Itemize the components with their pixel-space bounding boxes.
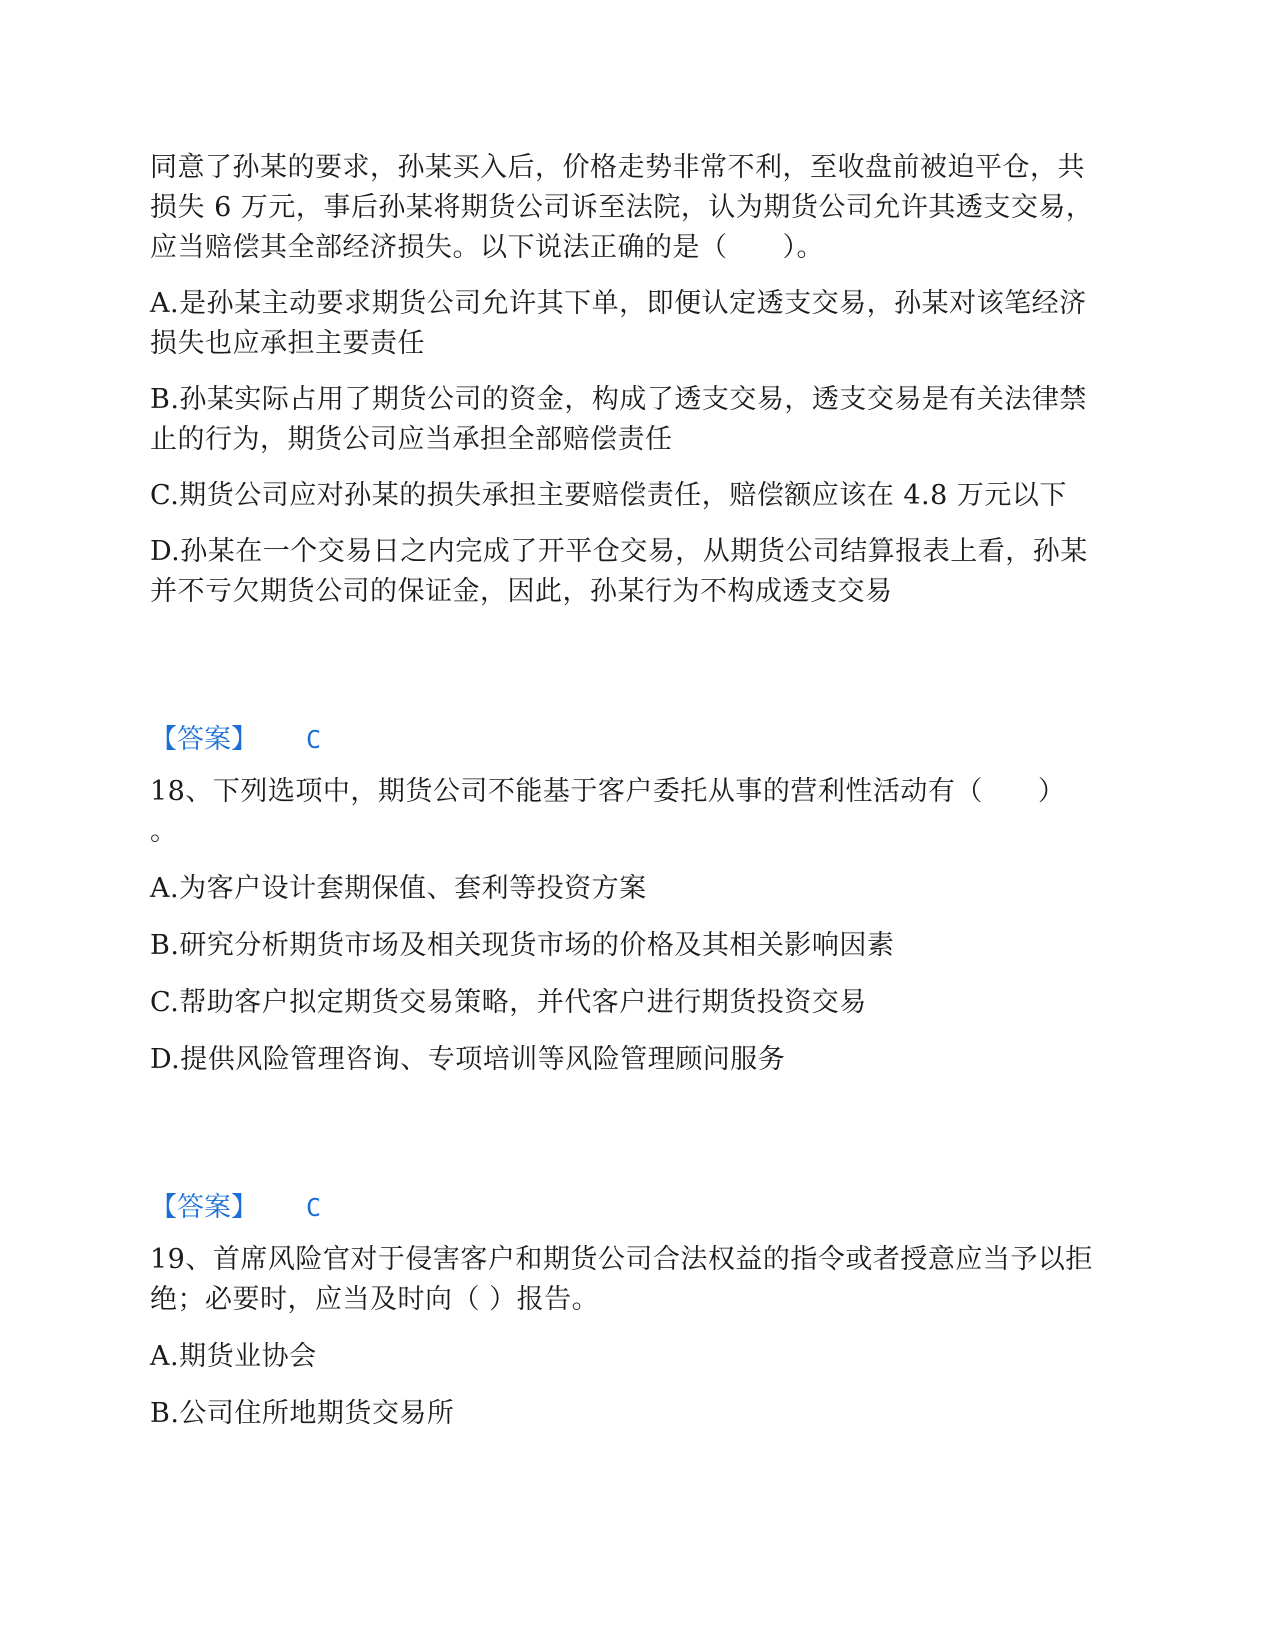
q17-option-b: B.孙某实际占用了期货公司的资金，构成了透支交易，透支交易是有关法律禁止的行为，期货公司应当承担全部赔偿责任 — [150, 384, 1087, 455]
answer-value: C — [306, 1193, 322, 1222]
q17-option-c: C.期货公司应对孙某的损失承担主要赔偿责任，赔偿额应该在 4.8 万元以下 — [150, 480, 1067, 511]
question-18-stem-tail: 。 — [150, 816, 178, 847]
q17-option-a: A.是孙某主动要求期货公司允许其下单，即便认定透支交易，孙某对该笔经济损失也应承担主要责任 — [150, 288, 1087, 359]
q18-answer — [150, 1188, 1110, 1228]
document-page — [150, 148, 1110, 1434]
q17-option-d: D.孙某在一个交易日之内完成了开平仓交易，从期货公司结算报表上看，孙某并不亏欠期货公司的保证金，因此，孙某行为不构成透支交易 — [150, 536, 1088, 607]
q19-option-a: A.期货业协会 — [150, 1341, 317, 1372]
q18-option-c: C.帮助客户拟定期货交易策略，并代客户进行期货投资交易 — [150, 987, 867, 1018]
q18-option-b: B.研究分析期货市场及相关现货市场的价格及其相关影响因素 — [150, 930, 895, 961]
q18-option-d: D.提供风险管理咨询、专项培训等风险管理顾问服务 — [150, 1044, 786, 1075]
answer-label: 【答案】 — [150, 724, 258, 755]
q17-answer — [150, 720, 1110, 760]
answer-value: C — [306, 725, 322, 754]
question-19-stem: 19、首席风险官对于侵害客户和期货公司合法权益的指令或者授意应当予以拒绝；必要时，应当及时向（ ）报告。 — [150, 1244, 1093, 1315]
answer-label: 【答案】 — [150, 1192, 258, 1223]
q18-option-a: A.为客户设计套期保值、套利等投资方案 — [150, 873, 647, 904]
question-18-stem: 18、下列选项中，期货公司不能基于客户委托从事的营利性活动有（ ） — [150, 776, 1066, 807]
question-17-stem: 同意了孙某的要求，孙某买入后，价格走势非常不利，至收盘前被迫平仓，共损失 6 万元，事后孙某将期货公司诉至法院，认为期货公司允许其透支交易，应当赔偿其全部经济损失。以下说法正确的是（ ）。 — [150, 152, 1094, 263]
q19-option-b: B.公司住所地期货交易所 — [150, 1398, 455, 1429]
